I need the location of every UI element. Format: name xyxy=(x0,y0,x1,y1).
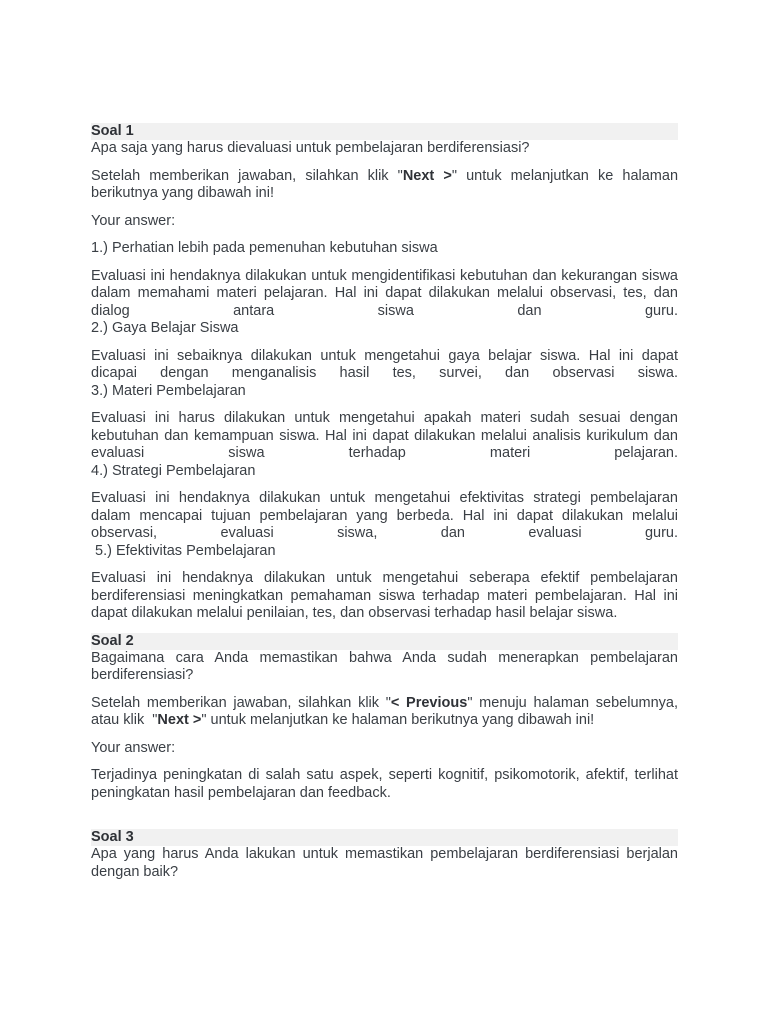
instruction-text: " untuk melanjutkan ke halaman berikutnya yang dibawah ini! xyxy=(91,167,679,201)
previous-label: < Previous xyxy=(390,694,468,711)
soal-1-item-5-title: 5.) Efektivitas Pembelajaran xyxy=(91,542,276,559)
soal-1-item-1-text: Evaluasi ini hendaknya dilakukan untuk mengidentifikasi kebutuhan dan kekurangan siswa dalam memahami materi pelajaran. Hal ini dapat dilakukan melalui observasi, tes, dan dialog antara siswa dan guru. xyxy=(91,267,678,319)
soal-1-heading: Soal 1 xyxy=(91,123,678,140)
next-label: Next > xyxy=(402,167,452,184)
instruction-text: " menuju halaman sebelumnya, atau klik " xyxy=(91,694,683,728)
soal-1-item-4-text: Evaluasi ini hendaknya dilakukan untuk mengetahui efektivitas strategi pembelajaran dalam mencapai tujuan pembelajaran yang berbeda. Hal ini dapat dilakukan melalui observasi, evaluasi siswa, dan evaluasi guru. xyxy=(91,490,678,541)
soal-2-question: Bagaimana cara Anda memastikan bahwa Anda sudah menerapkan pembelajaran berdiferensiasi? xyxy=(91,649,678,683)
soal-1-item-5-text: Evaluasi ini hendaknya dilakukan untuk mengetahui seberapa efektif pembelajaran berdiferensiasi meningkatkan pemahaman siswa terhadap materi pembelajaran. Hal ini dapat dilakukan melalui penilaian, tes, dan observasi terhadap hasil belajar siswa. xyxy=(91,570,678,621)
next-label: Next > xyxy=(157,712,202,728)
soal-2-answer-text: Terjadinya peningkatan di salah satu aspek, seperti kognitif, psikomotorik, afektif, terlihat peningkatan hasil pembelajaran dan feedback. xyxy=(91,767,678,801)
soal-1-item-2-text: Evaluasi ini sebaiknya dilakukan untuk mengetahui gaya belajar siswa. Hal ini dapat dicapai dengan menganalisis hasil tes, survei, dan observasi siswa. xyxy=(91,347,678,381)
soal-1-answer-label: Your answer: xyxy=(91,212,176,229)
soal-3-heading: Soal 3 xyxy=(91,829,678,846)
soal-1-item-4-title: 4.) Strategi Pembelajaran xyxy=(91,462,256,479)
soal-3-question: Apa yang harus Anda lakukan untuk memastikan pembelajaran berdiferensiasi berjalan dengan baik? xyxy=(91,846,678,880)
instruction-text: Setelah memberikan jawaban, silahkan klik " xyxy=(91,694,391,711)
soal-1-instruction xyxy=(91,168,678,203)
document-content xyxy=(91,123,683,881)
soal-2-heading: Soal 2 xyxy=(91,633,678,650)
instruction-text: Setelah memberikan jawaban, silahkan klik " xyxy=(91,167,403,184)
soal-1-question: Apa saja yang harus dievaluasi untuk pembelajaran berdiferensiasi? xyxy=(91,140,530,156)
soal-2-answer-label: Your answer: xyxy=(91,739,176,756)
soal-1-item-3-title: 3.) Materi Pembelajaran xyxy=(91,382,246,399)
soal-1-item-1-title: 1.) Perhatian lebih pada pemenuhan kebutuhan siswa xyxy=(91,240,438,256)
instruction-text: " untuk melanjutkan ke halaman berikutnya yang dibawah ini! xyxy=(201,712,595,728)
soal-2-instruction xyxy=(91,694,683,730)
soal-1-item-2-title: 2.) Gaya Belajar Siswa xyxy=(91,320,239,336)
soal-1-item-3-text: Evaluasi ini harus dilakukan untuk mengetahui apakah materi sudah sesuai dengan kebutuhan dan kemampuan siswa. Hal ini dapat dilakukan melalui analisis kurikulum dan evaluasi siswa terhadap materi pelajaran. xyxy=(91,410,678,461)
